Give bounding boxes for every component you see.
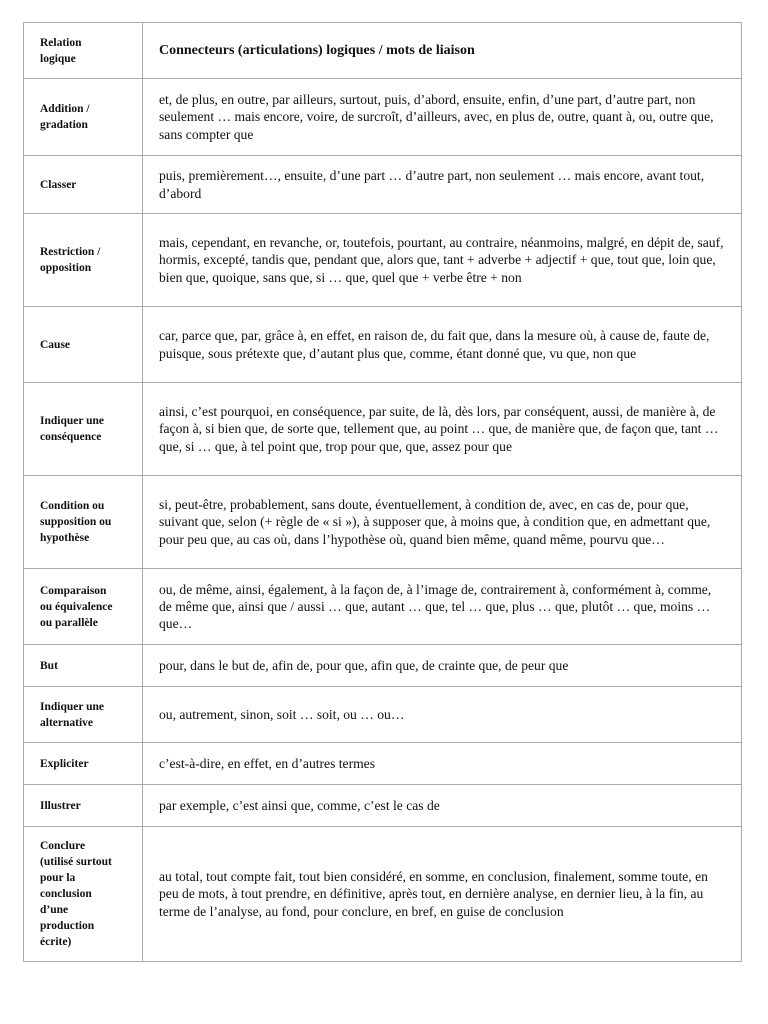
header-connecteurs-cell xyxy=(143,23,742,79)
connecteurs-cell xyxy=(143,743,742,785)
connecteurs-text: ou, autrement, sinon, soit … soit, ou … ou… xyxy=(159,706,405,722)
connecteurs-text: mais, cependant, en revanche, or, toutefois, pourtant, au contraire, néanmoins, malgré, en dépit de, sauf, hormis, excepté, tandis que, pendant que, alors que, tant + adverbe + adjectif + que, tout que, loin que, bien que, quoique, sans que, si … que, quel que + verbe être + non xyxy=(159,235,724,285)
relation-label: Condition ou supposition ou hypothèse xyxy=(40,500,112,544)
table-row xyxy=(24,785,742,827)
connecteurs-cell xyxy=(143,79,742,156)
connecteurs-text: et, de plus, en outre, par ailleurs, surtout, puis, d’abord, ensuite, enfin, d’une part, d’autre part, non seulement … mais encore, voire, de surcroît, d’ailleurs, avec, en plus de, outre, quant à, ou, outre que, sans compter que xyxy=(159,92,714,142)
relation-label: Expliciter xyxy=(40,757,89,770)
relation-cell xyxy=(24,743,143,785)
header-relation-cell xyxy=(24,23,143,79)
relation-cell xyxy=(24,156,143,214)
relation-label: Addition / gradation xyxy=(40,103,90,131)
relation-cell xyxy=(24,687,143,743)
table-row xyxy=(24,687,742,743)
relation-cell xyxy=(24,476,143,569)
table-row xyxy=(24,743,742,785)
relation-cell xyxy=(24,383,143,476)
table-row xyxy=(24,645,742,687)
connecteurs-text: par exemple, c’est ainsi que, comme, c’est le cas de xyxy=(159,797,440,813)
connecteurs-cell xyxy=(143,307,742,383)
connecteurs-cell xyxy=(143,156,742,214)
relation-cell xyxy=(24,569,143,645)
connecteurs-cell xyxy=(143,214,742,307)
relation-label: Comparaison ou équivalence ou parallèle xyxy=(40,584,113,629)
connecteurs-cell xyxy=(143,569,742,645)
connecteurs-cell xyxy=(143,785,742,827)
connecteurs-cell xyxy=(143,476,742,569)
connectors-table xyxy=(23,22,742,962)
relation-cell xyxy=(24,827,143,962)
connecteurs-text: car, parce que, par, grâce à, en effet, en raison de, du fait que, dans la mesure où, à cause de, faute de, puisque, sous prétexte que, d’autant plus que, comme, étant donné que, vu que, non que xyxy=(159,328,710,361)
header-connecteurs-label: Connecteurs (articulations) logiques / mots de liaison xyxy=(159,42,475,58)
table-row xyxy=(24,476,742,569)
table-row xyxy=(24,827,742,962)
relation-label: Illustrer xyxy=(40,799,81,812)
relation-cell xyxy=(24,785,143,827)
connecteurs-text: si, peut-être, probablement, sans doute, éventuellement, à condition de, avec, en cas de, pour que, suivant que, selon (+ règle de « si »), à supposer que, à moins que, à condition que, en admettant que, pour peu que, au cas où, dans l’hypothèse où, quand bien même, quand même, pourvu que… xyxy=(159,497,711,547)
connecteurs-text: ainsi, c’est pourquoi, en conséquence, par suite, de là, dès lors, par conséquent, aussi, de manière à, de façon à, si bien que, de sorte que, tellement que, au point … que, de manière que, de façon que, tant … que, si … que, à tel point que, trop pour que, que, assez pour que xyxy=(159,404,719,454)
table-row xyxy=(24,79,742,156)
relation-label: Conclure (utilisé surtout pour la conclusion d’une production écrite) xyxy=(40,840,112,948)
relation-cell xyxy=(24,307,143,383)
connecteurs-text: puis, premièrement…, ensuite, d’une part … d’autre part, non seulement … mais encore, avant tout, d’abord xyxy=(159,168,705,201)
table-row xyxy=(24,307,742,383)
relation-label: But xyxy=(40,659,58,672)
connecteurs-cell xyxy=(143,827,742,962)
connecteurs-cell xyxy=(143,687,742,743)
relation-cell xyxy=(24,214,143,307)
table-row xyxy=(24,214,742,307)
relation-label: Indiquer une conséquence xyxy=(40,415,105,443)
table-row xyxy=(24,383,742,476)
header-relation-label: Relation logique xyxy=(40,36,82,65)
connecteurs-text: au total, tout compte fait, tout bien considéré, en somme, en conclusion, finalement, somme toute, en peu de mots, à tout prendre, en définitive, après tout, en dernière analyse, en dernier lieu, à la fin, au terme de l’analyse, au fond, pour conclure, en bref, en guise de conclusion xyxy=(159,869,708,919)
table-row xyxy=(24,569,742,645)
relation-cell xyxy=(24,79,143,156)
connecteurs-text: pour, dans le but de, afin de, pour que, afin que, de crainte que, de peur que xyxy=(159,657,569,673)
connecteurs-cell xyxy=(143,645,742,687)
relation-label: Restriction / opposition xyxy=(40,246,101,274)
relation-label: Classer xyxy=(40,178,77,191)
relation-label: Indiquer une alternative xyxy=(40,700,105,729)
connecteurs-text: c’est-à-dire, en effet, en d’autres termes xyxy=(159,755,375,771)
connecteurs-text: ou, de même, ainsi, également, à la façon de, à l’image de, contrairement à, conformément à, comme, de même que, ainsi que / aussi … que, autant … que, tel … que, plus … que, plutôt … que, moins … que… xyxy=(159,581,712,632)
relation-label: Cause xyxy=(40,338,71,351)
relation-cell xyxy=(24,645,143,687)
table-row xyxy=(24,156,742,214)
connecteurs-cell xyxy=(143,383,742,476)
table-header-row xyxy=(24,23,742,79)
